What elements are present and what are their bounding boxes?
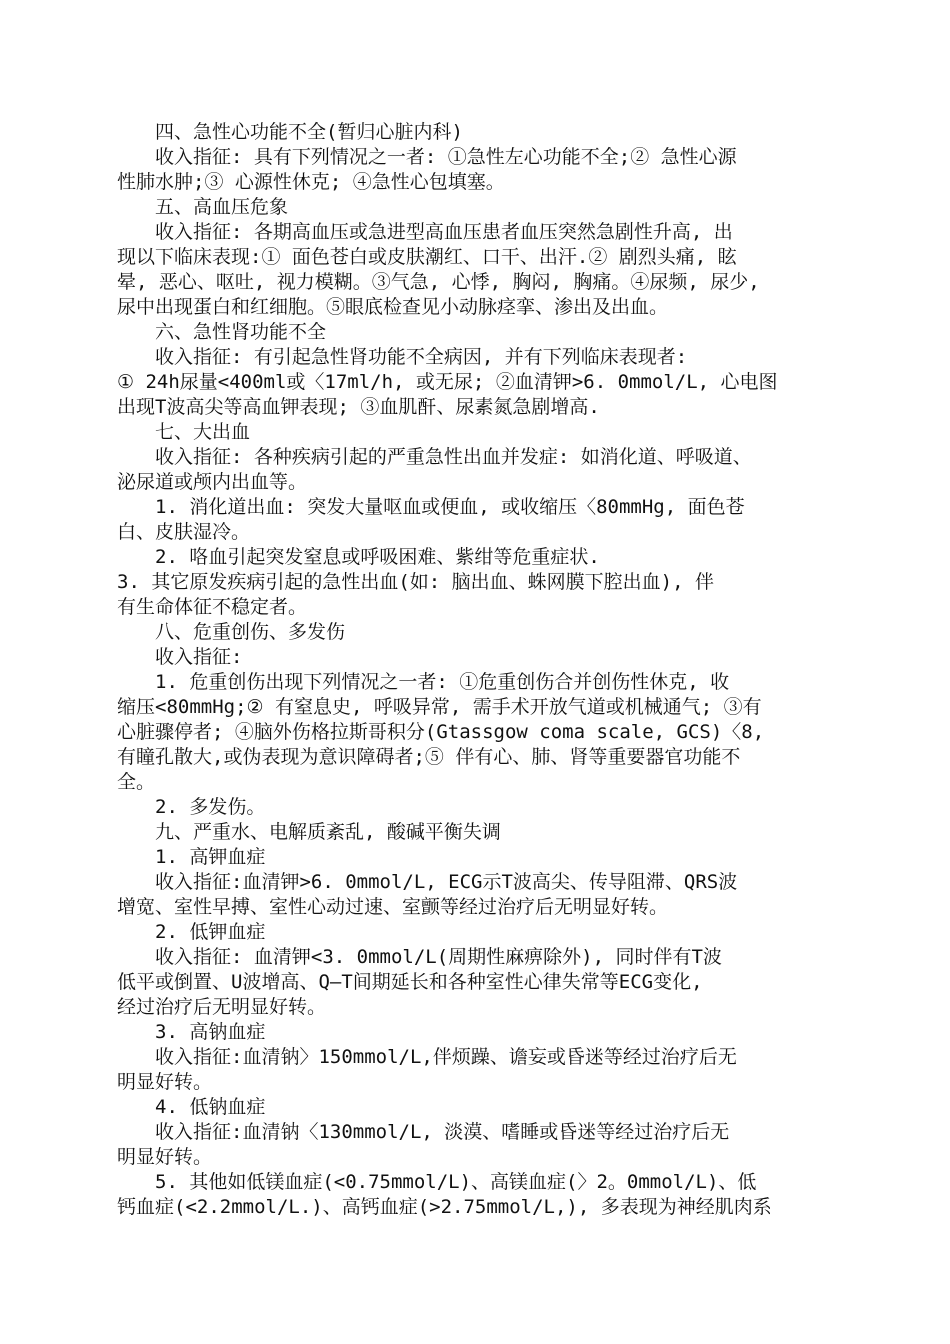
paragraph (117, 920, 845, 945)
paragraph (117, 570, 845, 620)
text-line: 收入指征: 血清钾<3. 0mmol/L(周期性麻痹除外), 同时伴有T波 (155, 946, 722, 968)
paragraph (117, 345, 845, 420)
text-line: 四、急性心功能不全(暂归心脏内科) (155, 121, 463, 143)
text-line: 有瞳孔散大,或伪表现为意识障碍者;⑤ 伴有心、肺、肾等重要器官功能不 (117, 746, 741, 768)
text-line: 增宽、室性早搏、室性心动过速、室颤等经过治疗后无明显好转。 (117, 896, 669, 918)
text-line: 2. 咯血引起突发窒息或呼吸困难、紫绀等危重症状. (155, 546, 600, 568)
text-line: 收入指征:血清钾>6. 0mmol/L, ECG示T波高尖、传导阻滞、QRS波 (155, 871, 738, 893)
text-line: 性肺水肿;③ 心源性休克; ④急性心包填塞。 (117, 171, 505, 193)
paragraph (117, 820, 845, 845)
text-line: 1. 危重创伤出现下列情况之一者: ①危重创伤合并创伤性休克, 收 (155, 671, 730, 693)
paragraph (117, 845, 845, 870)
paragraph (117, 495, 845, 545)
text-line: 晕, 恶心、呕吐, 视力模糊。③气急, 心悸, 胸闷, 胸痛。④尿频, 尿少, (117, 271, 760, 293)
paragraph (117, 120, 845, 145)
text-line: 尿中出现蛋白和红细胞。⑤眼底检查见小动脉痉挛、渗出及出血。 (117, 296, 669, 318)
text-line: 收入指征: 有引起急性肾功能不全病因, 并有下列临床表现者: (155, 346, 688, 368)
text-line: 缩压<80mmHg;② 有窒息史, 呼吸异常, 需手术开放气道或机械通气; ③有 (117, 696, 762, 718)
text-line: 全。 (117, 771, 156, 793)
paragraph (117, 645, 845, 670)
text-line: 1. 消化道出血: 突发大量呕血或便血, 或收缩压〈80mmHg, 面色苍 (155, 496, 745, 518)
text-line: 收入指征: (155, 646, 243, 668)
paragraph (117, 795, 845, 820)
text-line: 六、急性肾功能不全 (155, 321, 327, 343)
text-line: 五、高血压危象 (155, 196, 289, 218)
text-line: 3. 高钠血症 (155, 1021, 266, 1043)
paragraph (117, 1170, 845, 1220)
paragraph (117, 1020, 845, 1045)
paragraph (117, 1095, 845, 1120)
text-line: ① 24h尿量<400ml或〈17ml/h, 或无尿; ②血清钾>6. 0mmol/L, 心电图 (117, 371, 778, 393)
text-line: 心脏骤停者; ④脑外伤格拉斯哥积分(Gtassgow coma scale, GCS)〈8, (117, 721, 765, 743)
paragraph (117, 670, 845, 795)
paragraph (117, 145, 845, 195)
paragraph (117, 195, 845, 220)
document-page (117, 120, 845, 1220)
text-line: 有生命体征不稳定者。 (117, 596, 308, 618)
text-line: 经过治疗后无明显好转。 (117, 996, 327, 1018)
text-line: 5. 其他如低镁血症(<0.75mmol/L)、高镁血症(〉2。0mmol/L)、低 (155, 1171, 757, 1193)
text-line: 明显好转。 (117, 1146, 213, 1168)
paragraph (117, 945, 845, 1020)
text-line: 1. 高钾血症 (155, 846, 266, 868)
text-line: 4. 低钠血症 (155, 1096, 266, 1118)
paragraph (117, 870, 845, 920)
text-line: 收入指征: 各种疾病引起的严重急性出血并发症: 如消化道、呼吸道、 (155, 446, 752, 468)
paragraph (117, 320, 845, 345)
text-line: 3. 其它原发疾病引起的急性出血(如: 脑出血、蛛网膜下腔出血), 伴 (117, 571, 714, 593)
paragraph (117, 220, 845, 320)
paragraph (117, 445, 845, 495)
text-line: 钙血症(<2.2mmol/L.)、高钙血症(>2.75mmol/L,), 多表现为神经肌肉系 (117, 1196, 772, 1218)
text-line: 泌尿道或颅内出血等。 (117, 471, 308, 493)
text-line: 七、大出血 (155, 421, 251, 443)
text-line: 收入指征:血清钠〈130mmol/L, 淡漠、嗜睡或昏迷等经过治疗后无 (155, 1121, 730, 1143)
text-line: 收入指征: 各期高血压或急进型高血压患者血压突然急剧性升高, 出 (155, 221, 733, 243)
text-line: 白、皮肤湿冷。 (117, 521, 251, 543)
text-line: 收入指征: 具有下列情况之一者: ①急性左心功能不全;② 急性心源 (155, 146, 737, 168)
paragraph (117, 1120, 845, 1170)
text-line: 明显好转。 (117, 1071, 213, 1093)
text-line: 出现T波高尖等高血钾表现; ③血肌酐、尿素氮急剧增高. (117, 396, 600, 418)
text-line: 2. 多发伤。 (155, 796, 266, 818)
text-line: 现以下临床表现:① 面色苍白或皮肤潮红、口干、出汗.② 剧烈头痛, 眩 (117, 246, 737, 268)
text-line: 收入指征:血清钠〉150mmol/L,伴烦躁、谵妄或昏迷等经过治疗后无 (155, 1046, 737, 1068)
paragraph (117, 620, 845, 645)
text-line: 低平或倒置、U波增高、Q—T间期延长和各种室性心律失常等ECG变化, (117, 971, 703, 993)
paragraph (117, 545, 845, 570)
text-line: 八、危重创伤、多发伤 (155, 621, 346, 643)
text-line: 2. 低钾血症 (155, 921, 266, 943)
paragraph (117, 420, 845, 445)
text-line: 九、严重水、电解质紊乱, 酸碱平衡失调 (155, 821, 501, 843)
paragraph (117, 1045, 845, 1095)
